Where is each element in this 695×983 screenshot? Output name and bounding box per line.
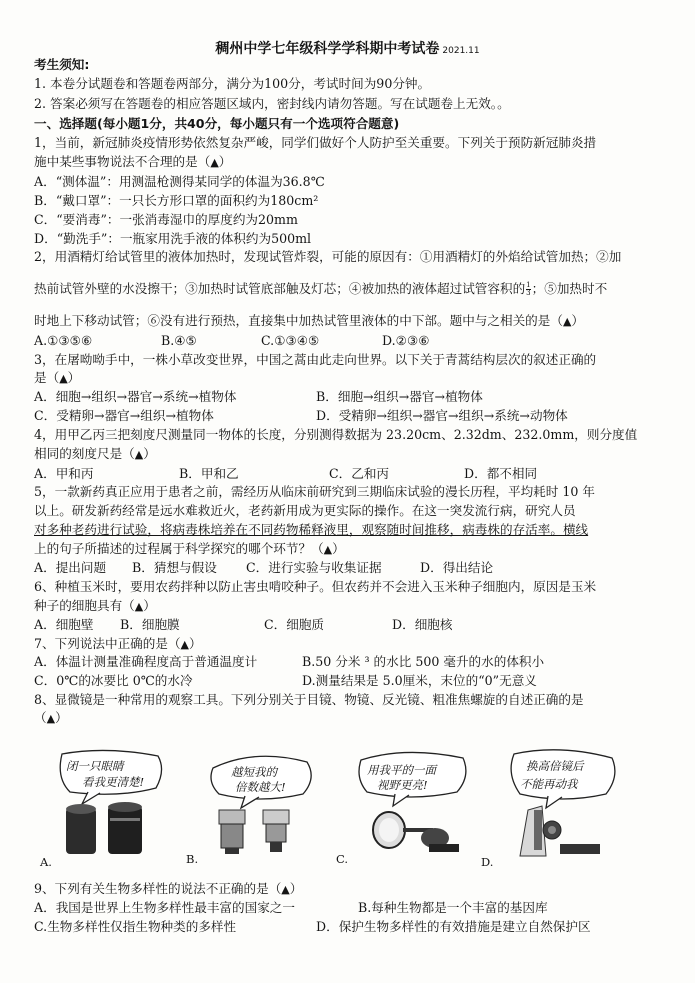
q1-stem-line-2 (34, 154, 231, 170)
fraction (526, 282, 530, 297)
answer-mark: ▲ (59, 372, 68, 385)
title-text: 稠州中学七年级科学学科期中考试卷 (215, 41, 440, 57)
q5-option-a: A．提出问题 (34, 560, 107, 575)
q5-stem-line-1: 5，一款新药真正应用于患者之前，需经历从临床前研究到三期临床试验的漫长历程，平均耗时 10 年 (34, 484, 595, 499)
q7-stem (34, 636, 202, 652)
q6-option-d: D．细胞核 (392, 617, 453, 632)
q9-options-row-1 (34, 900, 674, 915)
q4-option-c: C．乙和丙 (329, 466, 390, 481)
notice-line-1: 1. 本卷分试题卷和答题卷两部分，满分为100分，考试时间为90分钟。 (34, 76, 431, 91)
q1-stem-text: 施中某些事物说法不合理的是（ (34, 154, 211, 169)
answer-mark: ▲ (562, 315, 572, 328)
q5-option-d: D．得出结论 (420, 560, 494, 575)
bubble-c-line-2: 视野更亮! (377, 778, 428, 792)
q6-stem-line-1: 6、种植玉米时，要用农药拌种以防止害虫啃咬种子。但农药并不会进入玉米种子细胞内，原因是玉米 (34, 579, 597, 594)
q1-option-b: B．“戴口罩”：一只长方形口罩的面积约为180cm² (34, 193, 319, 208)
q4-option-b: B．甲和乙 (179, 466, 239, 481)
coarse-focus-illustration (500, 748, 620, 858)
answer-mark: ▲ (323, 543, 333, 556)
q3-close: ） (67, 370, 81, 385)
bubble-d-line-1: 换高倍镜后 (526, 759, 584, 773)
q4-stem-line-1: 4，用甲乙丙三把刻度尺测量同一物体的长度，分别测得数据为 23.20cm、2.32dm、232.0mm，则分度值 (34, 427, 638, 442)
picture-label-d: D. (481, 855, 494, 869)
q2-close: ） (571, 313, 584, 328)
answer-mark: ▲ (134, 448, 144, 461)
bubble-a-line-1: 闭一只眼睛 (66, 759, 124, 773)
q3-stem-line-2 (34, 370, 80, 386)
q9-option-d: D．保护生物多样性的有效措施是建立自然保护区 (316, 919, 591, 934)
q9-close: ） (289, 881, 303, 896)
objective-illustration (205, 748, 325, 858)
q5-stem-line-3: 对多种老药进行试验，将病毒株培养在不同药物稀释液里，观察随时间推移，病毒株的存活率。横线 (34, 522, 589, 537)
q7-close: ） (189, 636, 202, 651)
q2-stem-line-1: 2，用酒精灯给试管里的液体加热时，发现试管炸裂，可能的原因有：①用酒精灯的外焰给试管加热；②加 (34, 249, 622, 264)
q2-option-a: A.①③⑤⑥ (34, 333, 93, 348)
q4-options (34, 466, 674, 481)
q2-option-c: C.①③④⑤ (261, 333, 320, 348)
q2-stem-line-3 (34, 313, 584, 329)
mirror-illustration (355, 748, 475, 858)
q1-close: ） (218, 154, 232, 169)
q2-stem-text-a: 热前试管外壁的水没擦干；③加热时试管底部触及灯芯；④被加热的液体超过试管容积的 (34, 281, 526, 296)
eyepiece-illustration (48, 748, 168, 858)
q6-option-c: C．细胞质 (264, 617, 325, 632)
q5-option-b: B．猜想与假设 (132, 560, 217, 575)
q5-stem-line-4 (34, 541, 345, 557)
q9-option-b: B.每种生物都是一个丰富的基因库 (358, 900, 548, 915)
q8-stem-line-2 (34, 710, 68, 726)
q7-option-b: B.50 分米 ³ 的水比 500 毫升的水的体积小 (302, 654, 545, 669)
q9-option-c: C.生物多样性仅指生物种类的多样性 (34, 919, 237, 934)
q3-options-row-2 (34, 408, 674, 423)
notice-line-2: 2. 答案必须写在答题卷的相应答题区域内，密封线内请勿答题。写在试题卷上无效。。 (34, 96, 510, 111)
title-date: 2021.11 (442, 46, 480, 56)
q3-option-b: B．细胞→组织→器官→植物体 (316, 389, 483, 404)
q9-options-row-2 (34, 919, 674, 934)
answer-mark: ▲ (180, 638, 190, 651)
q1-option-d: D．“勤洗手”：一瓶家用洗手液的体积约为500ml (34, 231, 312, 246)
q6-options (34, 617, 674, 632)
picture-label-a: A. (40, 855, 52, 869)
q2-stem-text-b: ；⑤加热时不 (531, 281, 608, 296)
q6-option-b: B．细胞膜 (120, 617, 180, 632)
picture-label-b: B. (186, 852, 199, 866)
q4-option-a: A．甲和丙 (34, 466, 94, 481)
q7-options-row-2 (34, 673, 674, 688)
q1-option-c: C．“要消毒”：一张消毒湿巾的厚度约为20mm (34, 212, 298, 227)
q7-option-a: A．体温计测量准确程度高于普通温度计 (34, 654, 258, 669)
picture-label-c: C. (336, 852, 349, 866)
q2-option-d: D.②③⑥ (382, 333, 430, 348)
q1-stem-line-1: 1，当前，新冠肺炎疫情形势依然复杂严峻，同学们做好个人防护至关重要。下列关于预防新冠肺炎措 (34, 135, 597, 150)
bubble-b-line-1: 越短我的 (231, 765, 277, 779)
bubble-c-line-1: 用我平的一面 (367, 763, 436, 777)
answer-mark: ▲ (281, 883, 290, 896)
q3-option-d: D．受精卵→组织→器官→组织→系统→动物体 (316, 408, 568, 423)
answer-mark: ▲ (134, 600, 144, 613)
q5-close: ） (332, 541, 345, 556)
q3-option-a: A．细胞→组织→器官→系统→植物体 (34, 389, 237, 404)
exam-title (0, 38, 695, 58)
q3-option-c: C．受精卵→器官→组织→植物体 (34, 408, 214, 423)
fraction-numerator: 1 (526, 281, 531, 289)
q9-stem-text: 9、下列有关生物多样性的说法不正确的是（ (34, 881, 282, 896)
q8-open: （ (34, 710, 47, 725)
q4-stem-text: 相同的刻度尺是（ (34, 446, 135, 461)
q5-stem-text: 上的句子所描述的过程属于科学探究的哪个环节？（ (34, 541, 324, 556)
q7-stem-text: 7、下列说法中正确的是（ (34, 636, 181, 651)
q9-option-a: A．我国是世界上生物多样性最丰富的国家之一 (34, 900, 295, 915)
bubble-d-line-2: 不能再动我 (520, 777, 578, 791)
q2-stem-line-2 (34, 281, 607, 297)
q3-options-row-1 (34, 389, 674, 404)
bubble-b-line-2: 倍数越大! (235, 780, 286, 794)
q5-stem-line-2: 以上。研发新药经常是远水难救近火，老药新用成为更实际的操作。在这一突发流行病，研究人员 (34, 503, 576, 518)
q4-stem-line-2 (34, 446, 156, 462)
fraction-denominator: 3 (526, 289, 531, 297)
q2-stem-text: 时地上下移动试管；⑥没有进行预热，直接集中加热试管里液体的中下部。题中与之相关的是（ (34, 313, 563, 328)
q5-options (34, 560, 674, 575)
q4-close: ） (143, 446, 156, 461)
bubble-a-line-2: 看我更清楚! (82, 775, 145, 789)
q6-option-a: A．细胞壁 (34, 617, 94, 632)
q3-stem-text: 是（ (34, 370, 60, 385)
notice-heading: 考生须知: (34, 57, 90, 72)
q8-close: ） (55, 710, 68, 725)
answer-mark: ▲ (46, 712, 56, 725)
q4-option-d: D．都不相同 (464, 466, 538, 481)
q1-option-a: A．“测体温”：用测温枪测得某同学的体温为36.8℃ (34, 174, 325, 189)
q3-stem-line-1: 3，在屠呦呦手中，一株小草改变世界，中国之蒿由此走向世界。以下关于青蒿结构层次的叙述正确的 (34, 352, 597, 367)
q5-option-c: C．进行实验与收集证据 (246, 560, 382, 575)
q6-stem-text: 种子的细胞具有（ (34, 598, 135, 613)
q7-options-row-1 (34, 654, 674, 669)
q7-option-d: D.测量结果是 5.0厘米，末位的“0”无意义 (302, 673, 537, 688)
q6-stem-line-2 (34, 598, 156, 614)
section-heading: 一、选择题(每小题1分，共40分，每小题只有一个选项符合题意) (34, 116, 400, 131)
q6-close: ） (143, 598, 156, 613)
answer-mark: ▲ (210, 156, 219, 169)
q2-option-b: B.④⑤ (161, 333, 197, 348)
q7-option-c: C．0℃的冰要比 0℃的水冷 (34, 673, 193, 688)
q8-stem-line-1: 8、显微镜是一种常用的观察工具。下列分别关于目镜、物镜、反光镜、粗准焦螺旋的自述正确的是 (34, 692, 584, 707)
q9-stem (34, 881, 302, 897)
q2-options (34, 333, 674, 348)
